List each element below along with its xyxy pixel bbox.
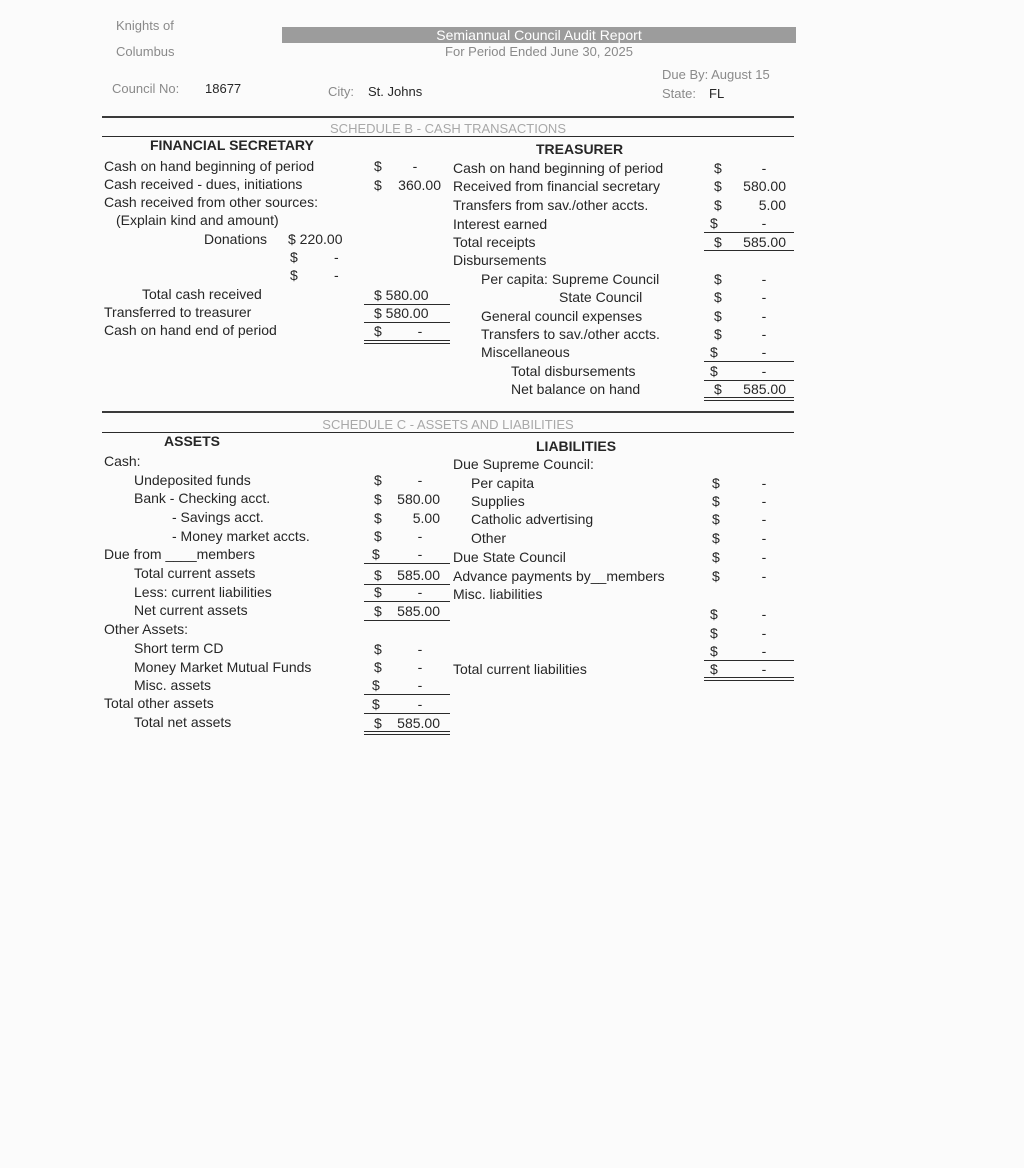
double-underline	[364, 343, 450, 344]
tr-row-label: Interest earned	[453, 216, 548, 232]
asset-row-label: Total current assets	[134, 565, 256, 581]
underline	[704, 677, 794, 678]
liab-row-dollar: $	[712, 511, 720, 527]
fs-row-dollar: $	[374, 158, 382, 174]
liab-row-amount: -	[761, 475, 767, 491]
underline	[704, 232, 794, 233]
liab-row-label: Catholic advertising	[471, 511, 594, 527]
tr-row-amount: -	[761, 215, 767, 231]
schedule-b-top-rule	[102, 116, 794, 118]
tr-row-dollar: $	[714, 160, 722, 176]
tr-row-label: Total receipts	[453, 234, 536, 250]
org-name-line1: Knights of	[116, 18, 174, 33]
asset-row-amount: -	[417, 528, 423, 544]
underline	[704, 361, 794, 362]
fs-row-amount: -	[412, 158, 418, 174]
asset-row-dollar: $	[374, 659, 382, 675]
underline	[364, 340, 450, 341]
schedule-c-title: SCHEDULE C - ASSETS AND LIABILITIES	[322, 417, 574, 432]
liab-row-amount: -	[761, 530, 767, 546]
blank-amount: -	[334, 249, 339, 265]
due-by: Due By: August 15	[662, 67, 770, 82]
tr-row-label: Per capita: Supreme Council	[481, 271, 660, 287]
donations-label: Donations	[204, 231, 268, 247]
liab-row-dollar: $	[712, 568, 720, 584]
asset-row-amount: -	[417, 659, 423, 675]
cash-end-label: Cash on hand end of period	[104, 322, 277, 338]
tr-row-amount: -	[761, 289, 767, 305]
schedule-c-top-rule	[102, 411, 794, 413]
transferred-amount: $ 580.00	[374, 305, 429, 321]
org-name-line2: Columbus	[116, 44, 175, 59]
tr-row-label: Transfers from sav./other accts.	[453, 197, 649, 213]
fs-row-label: Cash received - dues, initiations	[104, 176, 303, 192]
asset-row-amount: -	[417, 696, 423, 712]
asset-row-dollar: $	[374, 603, 382, 619]
liab-row-dollar: $	[712, 493, 720, 509]
asset-row-label: Other Assets:	[104, 621, 189, 637]
liab-row-amount: -	[761, 511, 767, 527]
liab-row-label: Total current liabilities	[453, 661, 587, 677]
asset-row-dollar: $	[372, 696, 380, 712]
tr-row-label: Net balance on hand	[511, 381, 641, 397]
liab-row-amount: -	[761, 643, 767, 659]
liab-row-dollar: $	[712, 475, 720, 491]
underline	[704, 397, 794, 398]
double-underline	[704, 400, 794, 401]
tr-row-dollar: $	[714, 178, 722, 194]
tr-row-label: Miscellaneous	[481, 344, 570, 360]
liab-row-label: Other	[471, 530, 507, 546]
fs-row-dollar: $	[374, 177, 382, 193]
tr-row-amount: -	[761, 271, 767, 287]
donations-amount: $ 220.00	[288, 231, 343, 247]
asset-row-dollar: $	[372, 546, 380, 562]
asset-row-amount: -	[417, 641, 423, 657]
liab-row-dollar: $	[712, 530, 720, 546]
tr-row-dollar: $	[710, 363, 718, 379]
asset-row-dollar: $	[374, 491, 382, 507]
liab-row-label: Advance payments by__members	[453, 568, 665, 584]
liab-row-amount: -	[761, 493, 767, 509]
tr-row-dollar: $	[714, 271, 722, 287]
asset-row-label: Total other assets	[104, 695, 214, 711]
tr-row-dollar: $	[714, 381, 722, 397]
tr-row-dollar: $	[714, 289, 722, 305]
tr-row-amount: -	[761, 344, 767, 360]
cash-end-dollar: $	[374, 323, 382, 339]
underline	[364, 731, 450, 732]
asset-row-dollar: $	[374, 641, 382, 657]
asset-row-label: Net current assets	[134, 602, 248, 618]
liab-row-label: Per capita	[471, 475, 535, 491]
underline	[364, 563, 450, 564]
tr-row-label: Cash on hand beginning of period	[453, 160, 664, 176]
asset-row-amount: 585.00	[397, 715, 440, 731]
liabilities-heading: LIABILITIES	[536, 438, 617, 454]
asset-row-dollar: $	[374, 510, 382, 526]
financial-secretary-heading: FINANCIAL SECRETARY	[150, 137, 314, 153]
asset-row-label: Due from ____members	[104, 546, 255, 562]
liab-row-amount: -	[761, 568, 767, 584]
asset-row-label: Undeposited funds	[134, 472, 251, 488]
city-value: St. Johns	[368, 84, 423, 99]
asset-row-dollar: $	[374, 584, 382, 600]
liab-row-label: Supplies	[471, 493, 525, 509]
schedule-b-title: SCHEDULE B - CASH TRANSACTIONS	[330, 121, 566, 136]
tr-row-amount: -	[761, 160, 767, 176]
tr-row-dollar: $	[714, 234, 722, 250]
tr-row-label: General council expenses	[481, 308, 643, 324]
tr-row-label: Received from financial secretary	[453, 178, 660, 194]
underline	[364, 620, 450, 621]
liab-row-label: Misc. liabilities	[453, 586, 543, 602]
tr-row-dollar: $	[714, 326, 722, 342]
city-label: City:	[328, 84, 354, 99]
state-value: FL	[709, 86, 725, 101]
liab-row-dollar: $	[710, 606, 718, 622]
underline	[364, 694, 450, 695]
fs-row-label: Cash on hand beginning of period	[104, 158, 315, 174]
liab-row-amount: -	[761, 661, 767, 677]
tr-row-amount: 5.00	[758, 197, 786, 213]
liab-row-dollar: $	[710, 625, 718, 641]
blank-dollar: $	[290, 267, 298, 283]
tr-row-amount: 580.00	[743, 178, 786, 194]
asset-row-label: Less: current liabilities	[134, 584, 272, 600]
state-label: State:	[662, 86, 696, 101]
asset-row-label: Misc. assets	[134, 677, 212, 693]
tr-row-amount: -	[761, 326, 767, 342]
cash-end-amount: -	[417, 323, 423, 339]
asset-row-label: Cash:	[104, 453, 141, 469]
underline	[704, 250, 794, 251]
report-title: Semiannual Council Audit Report	[436, 27, 642, 43]
liab-row-dollar: $	[710, 661, 718, 677]
asset-row-amount: -	[417, 546, 423, 562]
blank-amount: -	[334, 267, 339, 283]
council-no-value: 18677	[205, 81, 242, 96]
underline	[364, 601, 450, 602]
asset-row-label: Short term CD	[134, 640, 224, 656]
asset-row-label: Total net assets	[134, 714, 232, 730]
asset-row-dollar: $	[374, 472, 382, 488]
tr-row-label: Total disbursements	[511, 363, 636, 379]
treasurer-heading: TREASURER	[536, 141, 624, 157]
fs-row-label: (Explain kind and amount)	[116, 212, 279, 228]
double-underline	[704, 680, 794, 681]
liab-row-dollar: $	[710, 643, 718, 659]
tr-row-amount: 585.00	[743, 234, 786, 250]
tr-row-label: Disbursements	[453, 252, 547, 268]
asset-row-label: Bank - Checking acct.	[134, 490, 271, 506]
asset-row-amount: -	[417, 472, 423, 488]
liab-row-label: Due State Council	[453, 549, 566, 565]
underline	[364, 713, 450, 714]
assets-heading: ASSETS	[164, 433, 221, 449]
transferred-label: Transferred to treasurer	[104, 304, 252, 320]
tr-row-dollar: $	[714, 308, 722, 324]
liab-row-label: Due Supreme Council:	[453, 456, 594, 472]
tr-row-dollar: $	[710, 215, 718, 231]
report-period: For Period Ended June 30, 2025	[445, 44, 633, 59]
tr-row-dollar: $	[714, 197, 722, 213]
asset-row-dollar: $	[374, 567, 382, 583]
asset-row-amount: -	[417, 584, 423, 600]
asset-row-dollar: $	[372, 677, 380, 693]
council-no-label: Council No:	[112, 81, 180, 96]
asset-row-dollar: $	[374, 715, 382, 731]
asset-row-amount: 580.00	[397, 491, 440, 507]
double-underline	[364, 734, 450, 735]
liab-row-amount: -	[761, 625, 767, 641]
liab-row-dollar: $	[712, 549, 720, 565]
asset-row-amount: 585.00	[397, 603, 440, 619]
liab-row-amount: -	[761, 606, 767, 622]
asset-row-label: - Savings acct.	[172, 509, 264, 525]
tr-row-amount: -	[761, 363, 767, 379]
asset-row-amount: 585.00	[397, 567, 440, 583]
total-cash-received-label: Total cash received	[142, 286, 262, 302]
asset-row-label: - Money market accts.	[172, 528, 310, 544]
total-cash-received: $ 580.00	[374, 287, 429, 303]
fs-row-amount: 360.00	[398, 177, 441, 193]
asset-row-dollar: $	[374, 528, 382, 544]
tr-row-dollar: $	[710, 344, 718, 360]
blank-dollar: $	[290, 249, 298, 265]
asset-row-label: Money Market Mutual Funds	[134, 659, 312, 675]
tr-row-amount: -	[761, 308, 767, 324]
fs-row-label: Cash received from other sources:	[104, 194, 318, 210]
tr-row-label: State Council	[559, 289, 643, 305]
tr-row-amount: 585.00	[743, 381, 786, 397]
tr-row-label: Transfers to sav./other accts.	[481, 326, 660, 342]
liab-row-amount: -	[761, 549, 767, 565]
asset-row-amount: -	[417, 677, 423, 693]
asset-row-amount: 5.00	[412, 510, 440, 526]
